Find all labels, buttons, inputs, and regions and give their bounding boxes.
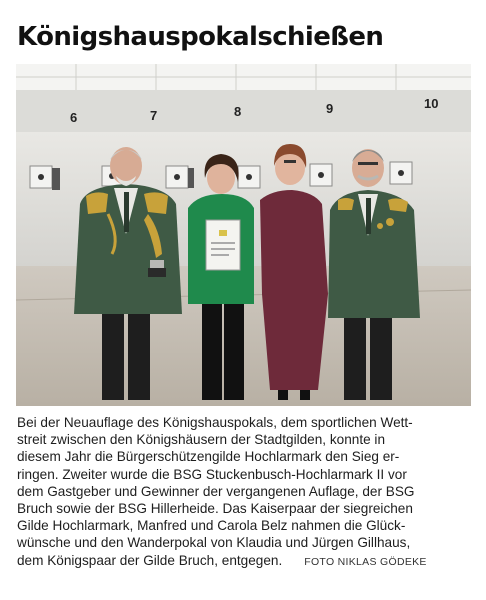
lane-number: 10 [424,96,439,111]
article-body [17,414,472,571]
body-line: Gilde Hochlarmark, Manfred und Carola Belz nahmen die Glück- [17,518,406,534]
photo-scene [16,64,471,406]
body-line: wünsche und den Wanderpokal von Klaudia und Jürgen Gillhaus, [17,535,411,551]
body-line: ringen. Zweiter wurde die BSG Stuckenbusch-Hochlarmark II vor [17,466,407,482]
body-line: Bruch sowie der BSG Hillerheide. Das Kaiserpaar der siegreichen [17,501,413,517]
article-photo [16,64,471,406]
lane-number: 7 [150,108,158,123]
photo-credit: FOTO NIKLAS GÖDEKE [304,555,427,568]
body-line: Bei der Neuauflage des Königshauspokals, dem sportlichen Wett- [17,415,413,430]
article-headline: Königshauspokalschießen [17,22,384,52]
body-line: streit zwischen den Königshäusern der Stadtgilden, konnte in [17,432,386,448]
lane-number: 6 [70,110,78,125]
body-line: dem Königspaar der Gilde Bruch, entgegen. [17,552,283,568]
lane-beam [16,90,471,132]
body-line: diesem Jahr die Bürgerschützengilde Hochlarmark den Sieg er- [17,449,400,465]
body-line: dem Gastgeber und Gewinner der vergangenen Auflage, der BSG [17,483,415,499]
lane-number: 8 [234,104,242,119]
lane-number: 9 [326,101,334,116]
